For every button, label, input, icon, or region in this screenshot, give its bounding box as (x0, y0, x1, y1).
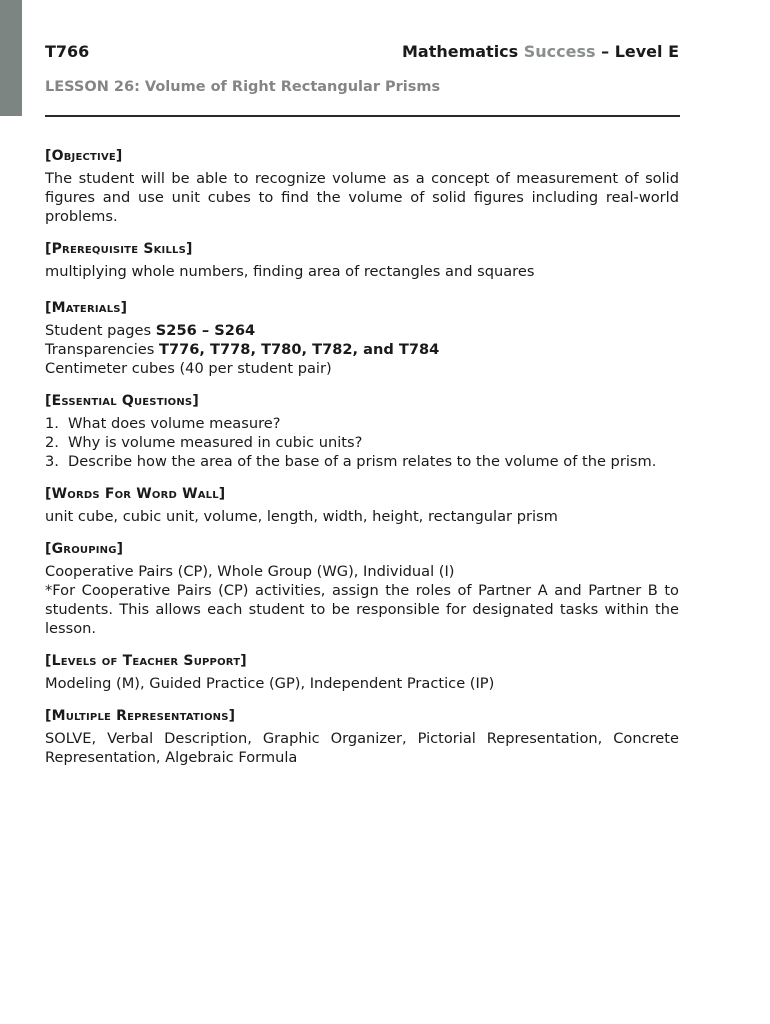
series-accent: Success (523, 42, 596, 61)
essential-questions-section (45, 392, 679, 471)
prerequisite-section (45, 240, 679, 281)
essential-questions-heading: [Essential Questions] (45, 393, 199, 409)
question-text: Why is volume measured in cubic units? (68, 434, 363, 451)
word-wall-heading: [Words For Word Wall] (45, 486, 226, 502)
word-wall-text: unit cube, cubic unit, volume, length, width, height, rectangular prism (45, 508, 558, 525)
lesson-title: LESSON 26: Volume of Right Rectangular Prisms (45, 79, 441, 95)
lesson-content (45, 147, 679, 781)
question-text: Describe how the area of the base of a prism relates to the volume of the prism. (68, 453, 657, 470)
page-header (45, 42, 679, 66)
teacher-support-text: Modeling (M), Guided Practice (GP), Independent Practice (IP) (45, 675, 495, 692)
objective-text: The student will be able to recognize volume as a concept of measurement of solid figures and use unit cubes to find the volume of solid figures including real-world problems. (45, 170, 679, 225)
list-item (45, 433, 679, 452)
materials-section (45, 299, 679, 378)
question-number: 3. (45, 453, 59, 470)
list-item (45, 414, 679, 433)
materials-student-pages (45, 321, 679, 340)
question-number: 1. (45, 415, 59, 432)
grouping-line-1: Cooperative Pairs (CP), Whole Group (WG), Individual (I) (45, 563, 455, 580)
student-pages-label: Student pages (45, 322, 156, 339)
materials-transparencies (45, 340, 679, 359)
essential-questions-list (45, 414, 679, 471)
series-prefix: Mathematics (401, 42, 524, 61)
grouping-heading: [Grouping] (45, 541, 124, 557)
materials-heading: [Materials] (45, 300, 128, 316)
materials-cubes: Centimeter cubes (40 per student pair) (45, 360, 332, 377)
side-tab-marker (0, 0, 22, 116)
transparencies-label: Transparencies (45, 341, 159, 358)
question-text: What does volume measure? (68, 415, 281, 432)
grouping-section (45, 540, 679, 638)
teacher-support-section (45, 652, 679, 693)
question-number: 2. (45, 434, 59, 451)
objective-heading: [Objective] (45, 148, 123, 164)
representations-heading: [Multiple Representations] (45, 708, 236, 724)
teacher-support-heading: [Levels of Teacher Support] (45, 653, 247, 669)
prerequisite-text: multiplying whole numbers, finding area of rectangles and squares (45, 263, 535, 280)
page-number: T766 (45, 42, 90, 61)
representations-text: SOLVE, Verbal Description, Graphic Organizer, Pictorial Representation, Concrete Representation, Algebraic Formula (45, 730, 679, 766)
objective-section (45, 147, 679, 226)
series-suffix: – Level E (595, 42, 679, 61)
representations-section (45, 707, 679, 767)
transparencies-value: T776, T778, T780, T782, and T784 (158, 341, 440, 358)
series-title (402, 42, 679, 61)
student-pages-value: S256 – S264 (155, 322, 256, 339)
prerequisite-heading: [Prerequisite Skills] (45, 241, 193, 257)
grouping-line-2: *For Cooperative Pairs (CP) activities, assign the roles of Partner A and Partner B to students. This allows each student to be responsible for designated tasks within the lesson. (45, 582, 679, 637)
header-divider (45, 115, 680, 117)
list-item (45, 452, 679, 471)
word-wall-section (45, 485, 679, 526)
